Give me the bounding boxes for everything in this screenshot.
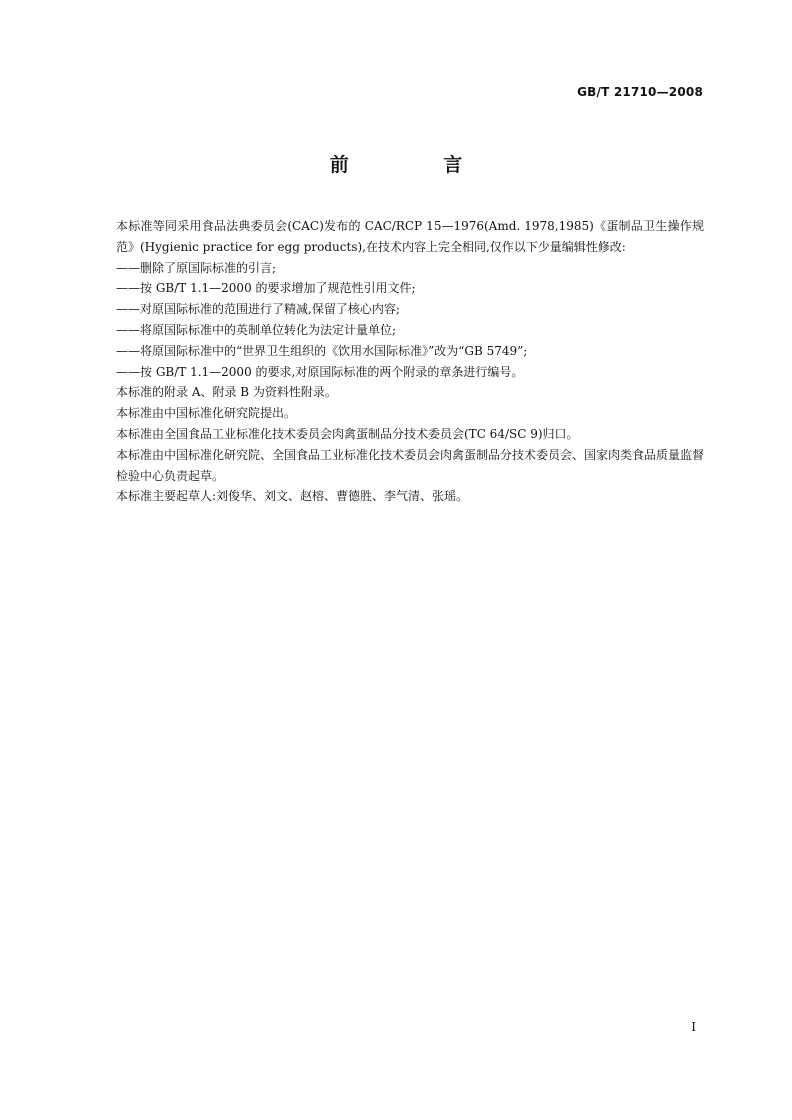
foreword-body: [90, 216, 704, 507]
page-title: 前 言: [329, 154, 507, 176]
paragraph-centralized-by: 本标准由全国食品工业标准化技术委员会肉禽蛋制品分技术委员会(TC 64/SC 9)归口。: [116, 426, 579, 441]
list-item-modification: ——将原国际标准中的“世界卫生组织的《饮用水国际标准》”改为“GB 5749”;: [116, 343, 528, 358]
paragraph-drafting-units: 本标准由中国标准化研究院、全国食品工业标准化技术委员会肉禽蛋制品分技术委员会、国家肉类食品质量监督检验中心负责起草。: [116, 447, 705, 483]
paragraph-annexes: 本标准的附录 A、附录 B 为资料性附录。: [116, 385, 337, 400]
standard-code: GB/T 21710—2008: [577, 85, 703, 99]
paragraph-proposer: 本标准由中国标准化研究院提出。: [116, 406, 297, 421]
list-item-modification: ——将原国际标准中的英制单位转化为法定计量单位;: [116, 322, 397, 337]
list-item-modification: ——对原国际标准的范围进行了精减,保留了核心内容;: [116, 302, 400, 317]
paragraph-drafters: 本标准主要起草人:刘俊华、刘文、赵榕、曹德胜、李气清、张瑶。: [116, 489, 469, 504]
list-item-modification: ——删除了原国际标准的引言;: [116, 260, 277, 275]
page-number: I: [691, 1020, 696, 1034]
list-item-modification: ——按 GB/T 1.1—2000 的要求增加了规范性引用文件;: [116, 281, 416, 296]
list-item-modification: ——按 GB/T 1.1—2000 的要求,对原国际标准的两个附录的章条进行编号。: [116, 364, 524, 379]
paragraph-adoption: 本标准等同采用食品法典委员会(CAC)发布的 CAC/RCP 15—1976(Amd. 1978,1985)《蛋制品卫生操作规范》(Hygienic practice for egg products),在技术内容上完全相同,仅作以下少量编辑性修改:: [116, 219, 704, 254]
